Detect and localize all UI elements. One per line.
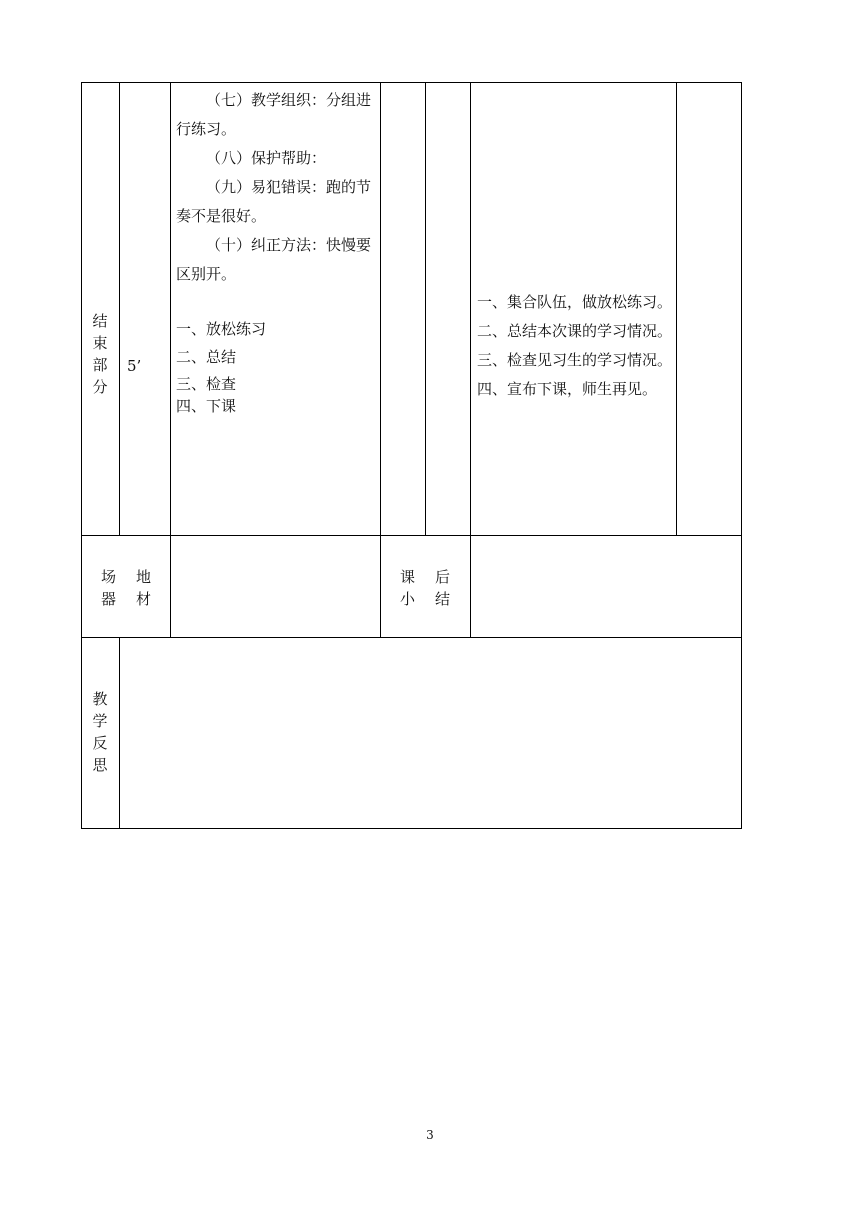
method-item: 一、集合队伍，做放松练习。 — [477, 293, 673, 311]
col-divider-content — [380, 82, 381, 637]
reflection-label-char: 学 — [92, 712, 108, 730]
col-divider-count — [425, 82, 426, 535]
end-item: 二、总结 — [176, 348, 237, 366]
section-time: 5’ — [127, 357, 142, 375]
reflection-label-char: 教 — [92, 690, 108, 708]
venue-label-char: 场 — [101, 568, 117, 586]
content-line: （九）易犯错误：跑的节奏不是很好。 — [176, 178, 372, 225]
summary-label-char: 课 — [400, 568, 416, 586]
col-divider-method — [676, 82, 677, 535]
table-border-bottom — [81, 828, 742, 829]
method-item: 四、宣布下课，师生再见。 — [477, 380, 658, 398]
summary-label-row — [400, 588, 450, 610]
venue-label-char: 地 — [135, 568, 151, 586]
page-number: 3 — [426, 1128, 434, 1142]
section-label-char: 结 — [92, 312, 108, 330]
equipment-label-char: 器 — [101, 590, 117, 608]
end-item: 四、下课 — [176, 397, 237, 415]
summary-label-char: 结 — [434, 590, 450, 608]
after-class-summary-label — [400, 566, 450, 610]
teaching-method — [477, 288, 673, 404]
row-divider-2 — [81, 637, 742, 638]
section-label-char: 部 — [92, 356, 108, 374]
table-border-right — [741, 82, 742, 829]
section-label-char: 束 — [92, 334, 108, 352]
reflection-label-char: 思 — [92, 756, 108, 774]
col-divider-reflection — [119, 637, 120, 828]
venue-label-row — [101, 566, 151, 588]
content-line: （七）教学组织：分组进行练习。 — [176, 91, 372, 138]
end-item: 一、放松练习 — [176, 320, 267, 338]
venue-equipment-label — [101, 566, 151, 610]
equipment-label-char: 材 — [135, 590, 151, 608]
reflection-label-char: 反 — [92, 734, 108, 752]
col-divider-duration — [470, 82, 471, 637]
content-line: （十）纠正方法：快慢要区别开。 — [176, 236, 372, 283]
summary-label-char: 后 — [434, 568, 450, 586]
end-item: 三、检查 — [176, 375, 237, 393]
table-border-left — [81, 82, 82, 829]
summary-label-row — [400, 566, 450, 588]
table-border-top — [81, 82, 742, 83]
method-item: 二、总结本次课的学习情况。 — [477, 322, 673, 340]
end-items — [176, 315, 374, 420]
section-label-char: 分 — [92, 378, 108, 396]
row-divider-1 — [81, 535, 742, 536]
teaching-reflection-label — [90, 688, 110, 776]
equipment-label-row — [101, 588, 151, 610]
teaching-content — [176, 86, 374, 289]
method-item: 三、检查见习生的学习情况。 — [477, 351, 673, 369]
col-divider-time — [170, 82, 171, 637]
section-label-end — [90, 310, 110, 398]
content-line: （八）保护帮助： — [206, 149, 327, 167]
summary-label-char: 小 — [400, 590, 416, 608]
col-divider-label — [119, 82, 120, 535]
